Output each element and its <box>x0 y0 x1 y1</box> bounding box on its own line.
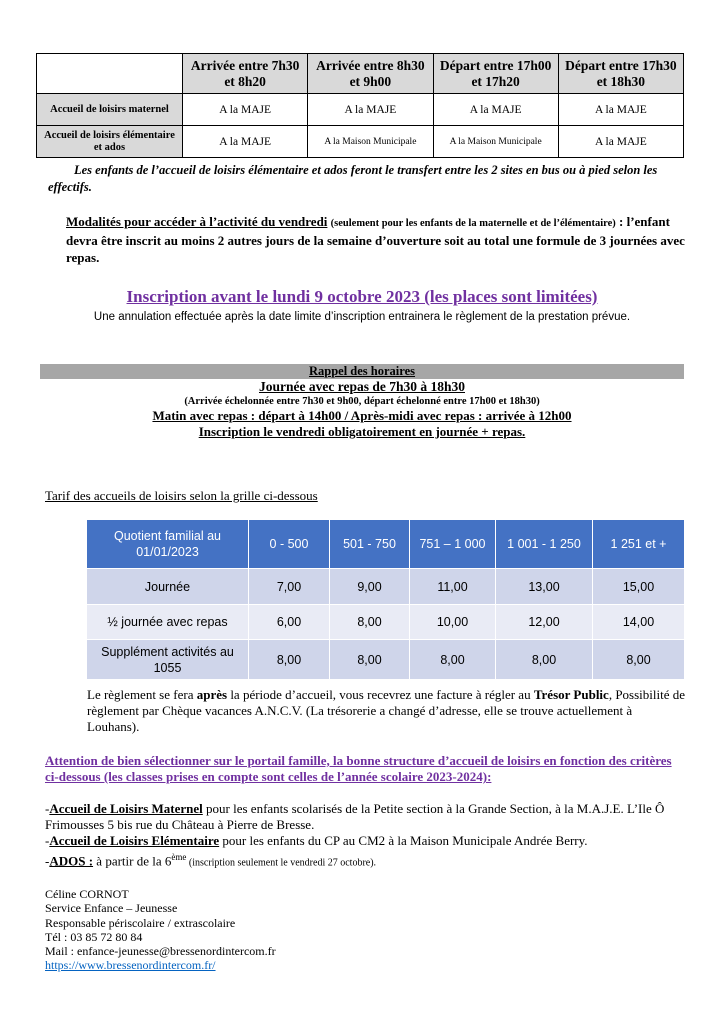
schedule-row-label: Accueil de loisirs maternel <box>37 94 183 126</box>
tarif-header: 751 – 1 000 <box>410 520 496 568</box>
classes-label: Accueil de Loisirs Maternel <box>49 801 203 816</box>
tarif-cell: 12,00 <box>496 604 593 639</box>
reglement-paragraph <box>87 687 687 735</box>
tarif-cell: 15,00 <box>593 568 684 604</box>
schedule-header: Arrivée entre 8h30 et 9h00 <box>308 54 433 94</box>
contact-name: Céline CORNOT <box>45 887 129 901</box>
reglement-text: Le règlement se fera <box>87 687 197 702</box>
tarif-cell: 8,00 <box>410 639 496 679</box>
tarif-header: 501 - 750 <box>330 520 410 568</box>
tarif-cell: 7,00 <box>249 568 330 604</box>
tarif-cell: 8,00 <box>593 639 684 679</box>
rappel-line: Matin avec repas : départ à 14h00 / Après-midi avec repas : arrivée à 12h00 <box>152 408 572 423</box>
classes-label: ADOS : <box>49 853 94 869</box>
schedule-cell: A la MAJE <box>558 126 683 158</box>
tarif-cell: 8,00 <box>249 639 330 679</box>
schedule-cell: A la MAJE <box>308 94 433 126</box>
schedule-corner <box>37 54 183 94</box>
contact-service: Service Enfance – Jeunesse <box>45 901 178 916</box>
tarif-cell: 8,00 <box>330 639 410 679</box>
attention-note: Attention de bien sélectionner sur le portail famille, la bonne structure d’accueil de loisirs en fonction des critères ci-dessous (les classes prises en compte sont celles de l’année scolaire 2023-2024): <box>45 753 672 784</box>
rappel-line: Inscription le vendredi obligatoirement en journée + repas. <box>198 424 526 439</box>
tarif-cell: 9,00 <box>330 568 410 604</box>
rappel-horaires <box>40 364 684 440</box>
classes-text: à partir de la 6 <box>93 853 172 869</box>
schedule-table <box>36 53 684 158</box>
schedule-cell: A la MAJE <box>183 94 308 126</box>
inscription-deadline: Inscription avant le lundi 9 octobre 2023 (les places sont limitées) <box>126 287 598 306</box>
schedule-cell: A la MAJE <box>183 126 308 158</box>
schedule-header: Départ entre 17h00 et 17h20 <box>433 54 558 94</box>
schedule-cell: A la Maison Municipale <box>433 126 558 158</box>
tarif-header: 1 001 - 1 250 <box>496 520 593 568</box>
annulation-note: Une annulation effectuée après la date limite d’inscription entrainera le règlement de la prestation prévue. <box>93 311 631 323</box>
tarif-header: 1 251 et + <box>593 520 684 568</box>
modalites-body: : l’enfant devra être inscrit au moins 2 autres jours de la semaine d’ouverture soit au total une formule de 3 journées avec repas. <box>66 214 685 265</box>
tarif-header: Quotient familial au 01/01/2023 <box>87 520 249 568</box>
schedule-row-label: Accueil de loisirs élémentaire et ados <box>37 126 183 158</box>
rappel-line: (Arrivée échelonnée entre 7h30 et 9h00, départ échelonné entre 17h00 et 18h30) <box>184 396 540 407</box>
modalites-title: Modalités pour accéder à l’activité du vendredi <box>66 214 328 229</box>
modalites-paren: (seulement pour les enfants de la maternelle et de l’élémentaire) <box>330 218 616 229</box>
tarif-row <box>87 604 684 639</box>
rappel-line: Journée avec repas de 7h30 à 18h30 <box>259 379 465 394</box>
tarif-header-row <box>87 520 684 568</box>
classes-label: Accueil de Loisirs Elémentaire <box>49 833 220 848</box>
schedule-cell: A la MAJE <box>558 94 683 126</box>
classes-item-maternel: -Accueil de Loisirs Maternel pour les enfants scolarisés de la Petite section à la Grande Section, à la M.A.J.E. L’Ile Ô Frimousses 5 bis rue du Château à Pierre de Bresse. <box>45 801 665 832</box>
tarif-cell: 8,00 <box>330 604 410 639</box>
classes-item-elementaire: -Accueil de Loisirs Elémentaire pour les enfants du CP au CM2 à la Maison Municipale Andrée Berry. <box>45 833 588 848</box>
tarif-table <box>87 520 684 679</box>
contact-role: Responsable périscolaire / extrascolaire <box>45 915 236 930</box>
tarif-row-label: ½ journée avec repas <box>87 604 249 639</box>
tarif-cell: 14,00 <box>593 604 684 639</box>
tarif-row <box>87 568 684 604</box>
reglement-text: la période d’accueil, vous recevrez une facture à régler au <box>227 687 534 702</box>
website-link[interactable]: https://www.bressenordintercom.fr/ <box>45 958 216 973</box>
classes-text: pour les enfants du CP au CM2 à la Maison Municipale Andrée Berry. <box>219 833 588 848</box>
reglement-apres: après <box>196 687 228 702</box>
tarif-header: 0 - 500 <box>249 520 330 568</box>
schedule-row-maternel <box>37 94 684 126</box>
reglement-tresor: Trésor Public <box>533 687 609 702</box>
schedule-header-row <box>37 54 684 94</box>
schedule-header: Arrivée entre 7h30 et 8h20 <box>183 54 308 94</box>
tarif-cell: 13,00 <box>496 568 593 604</box>
tarif-cell: 11,00 <box>410 568 496 604</box>
tarif-title: Tarif des accueils de loisirs selon la grille ci-dessous <box>45 488 318 503</box>
tarif-cell: 8,00 <box>496 639 593 679</box>
contact-block <box>45 887 276 973</box>
tarif-cell: 6,00 <box>249 604 330 639</box>
tarif-row-label: Journée <box>87 568 249 604</box>
reglement-text: , Possibilité de règlement par Chèque vacances A.N.C.V. (La trésorerie a changé d’adresse, elle se trouve actuellement à Louhans). <box>87 687 686 734</box>
schedule-row-elementaire <box>37 126 684 158</box>
tarif-cell: 10,00 <box>410 604 496 639</box>
classes-sup: ème <box>171 852 187 862</box>
contact-tel: Tél : 03 85 72 80 84 <box>45 929 143 944</box>
classes-small: (inscription seulement le vendredi 27 octobre). <box>186 857 377 869</box>
schedule-cell: A la Maison Municipale <box>308 126 433 158</box>
transfer-note: Les enfants de l’accueil de loisirs élémentaire et ados feront le transfert entre les 2 sites en bus ou à pied selon les effectifs. <box>48 163 658 194</box>
contact-mail: Mail : enfance-jeunesse@bressenordintercom.fr <box>45 944 276 959</box>
tarif-row-label: Supplément activités au 1055 <box>87 639 249 679</box>
modalites-paragraph <box>66 213 686 266</box>
classes-list <box>45 801 685 871</box>
classes-item-ados: -ADOS : à partir de la 6ème (inscription seulement le vendredi 27 octobre). <box>45 852 377 869</box>
tarif-row <box>87 639 684 679</box>
rappel-title: Rappel des horaires <box>308 364 416 378</box>
schedule-header: Départ entre 17h30 et 18h30 <box>558 54 683 94</box>
classes-text: pour les enfants scolarisés de la Petite section à la Grande Section, à la M.A.J.E. L’Ile Ô Frimousses 5 bis rue du Château à Pierre de Bresse. <box>45 801 665 832</box>
schedule-cell: A la MAJE <box>433 94 558 126</box>
